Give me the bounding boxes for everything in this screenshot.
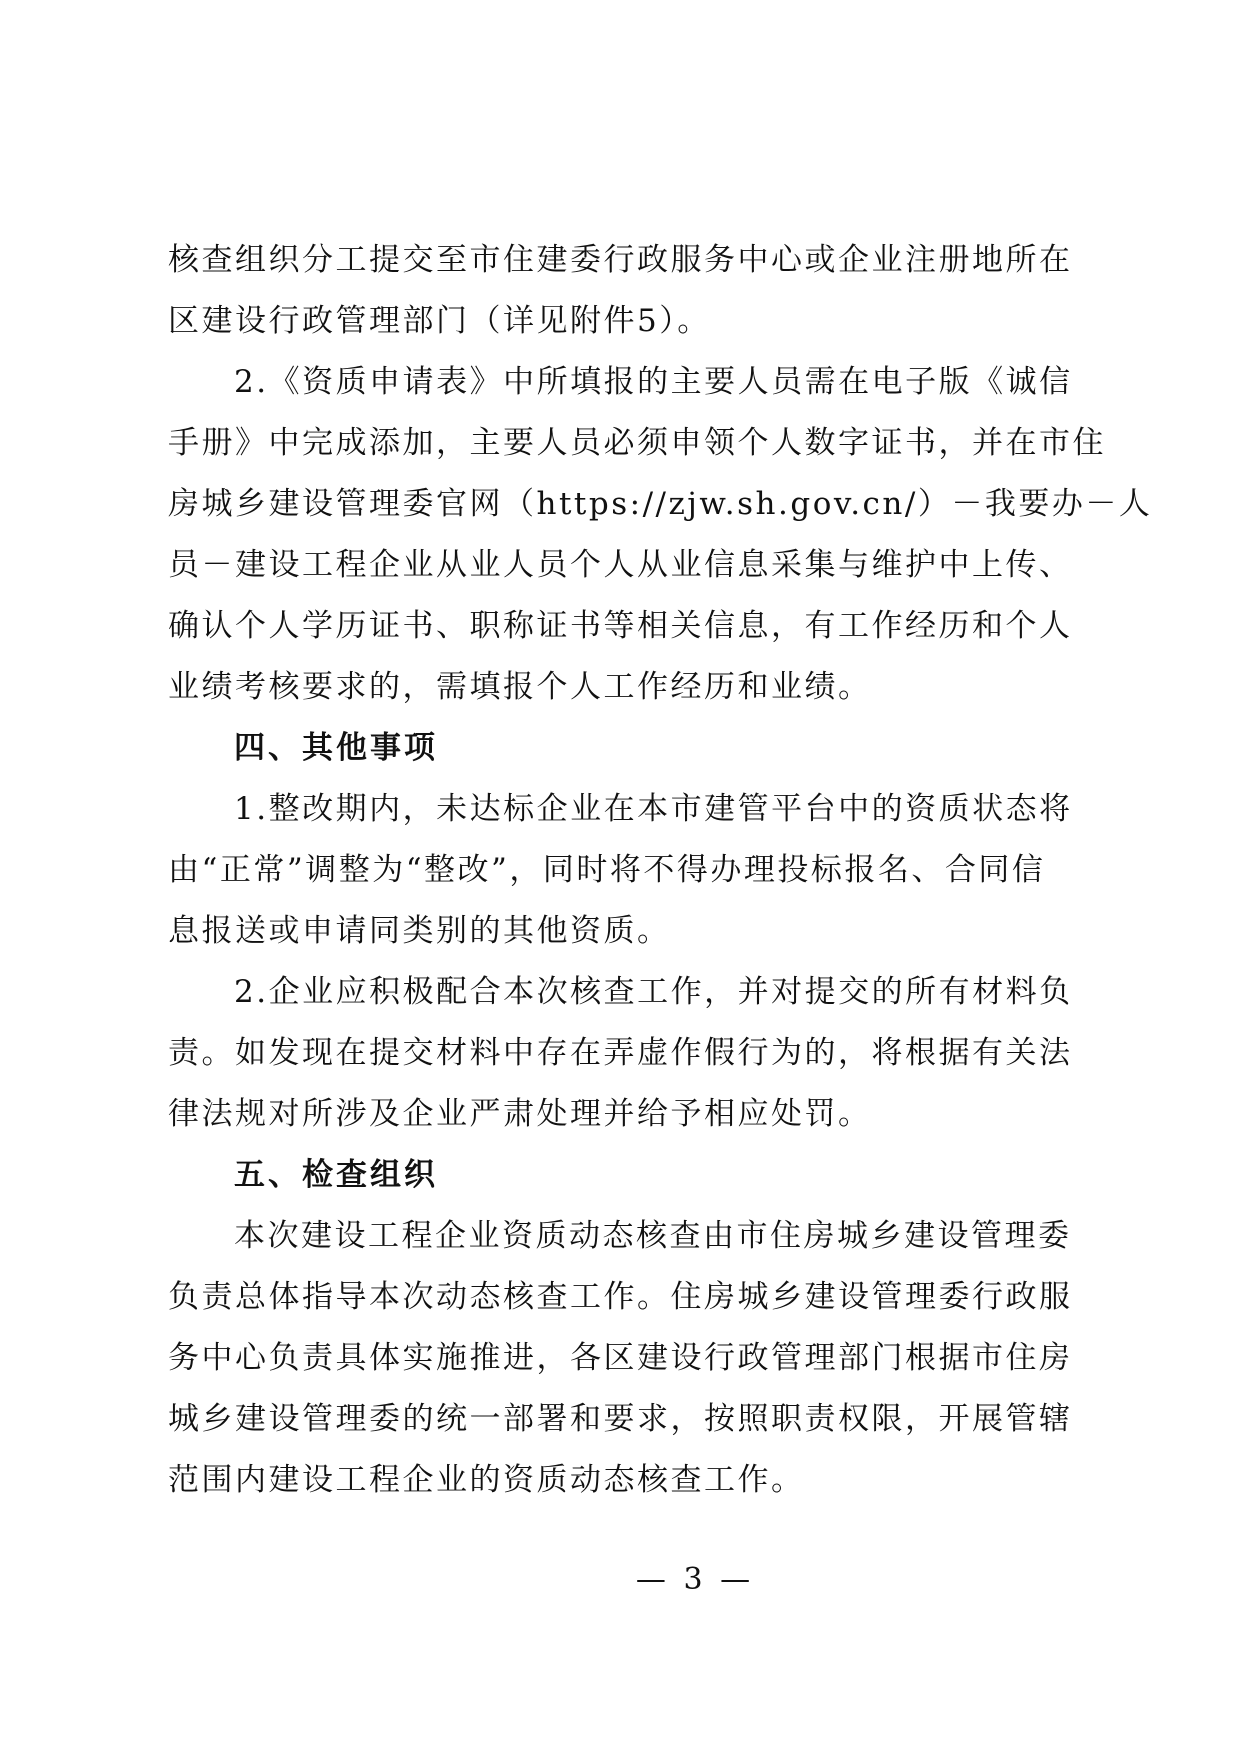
body-line: 核查组织分工提交至市住建委行政服务中心或企业注册地所在: [168, 242, 1073, 278]
body-line: 息报送或申请同类别的其他资质。: [168, 913, 671, 949]
section-heading-inspection-organization: 五、检查组织: [234, 1157, 438, 1193]
body-line: 城乡建设管理委的统一部署和要求，按照职责权限，开展管辖: [168, 1401, 1073, 1437]
body-line: 务中心负责具体实施推进，各区建设行政管理部门根据市住房: [168, 1340, 1073, 1376]
body-line: 范围内建设工程企业的资质动态核查工作。: [168, 1462, 805, 1498]
body-line: 责。如发现在提交材料中存在弄虚作假行为的，将根据有关法: [168, 1035, 1073, 1071]
body-line: 员－建设工程企业从业人员个人从业信息采集与维护中上传、: [168, 547, 1073, 583]
body-line: 由“正常”调整为“整改”，同时将不得办理投标报名、合同信: [168, 852, 1046, 888]
page-number: — 3 —: [635, 1562, 755, 1597]
body-line: 房城乡建设管理委官网（https://zjw.sh.gov.cn/）－我要办－人: [168, 486, 1153, 522]
body-line: 区建设行政管理部门（详见附件5）。: [168, 303, 711, 339]
body-line: 手册》中完成添加，主要人员必须申领个人数字证书，并在市住: [168, 425, 1106, 461]
body-line: 确认个人学历证书、职称证书等相关信息，有工作经历和个人: [168, 608, 1073, 644]
body-line: 2.企业应积极配合本次核查工作，并对提交的所有材料负: [234, 974, 1073, 1010]
body-line: 业绩考核要求的，需填报个人工作经历和业绩。: [168, 669, 872, 705]
section-heading-other-matters: 四、其他事项: [234, 730, 438, 766]
body-line: 律法规对所涉及企业严肃处理并给予相应处罚。: [168, 1096, 872, 1132]
body-line: 负责总体指导本次动态核查工作。住房城乡建设管理委行政服: [168, 1279, 1073, 1315]
body-line: 本次建设工程企业资质动态核查由市住房城乡建设管理委: [234, 1218, 1072, 1254]
body-line: 1.整改期内，未达标企业在本市建管平台中的资质状态将: [234, 791, 1073, 827]
body-line: 2.《资质申请表》中所填报的主要人员需在电子版《诚信: [234, 364, 1073, 400]
document-body: [168, 230, 1153, 1511]
